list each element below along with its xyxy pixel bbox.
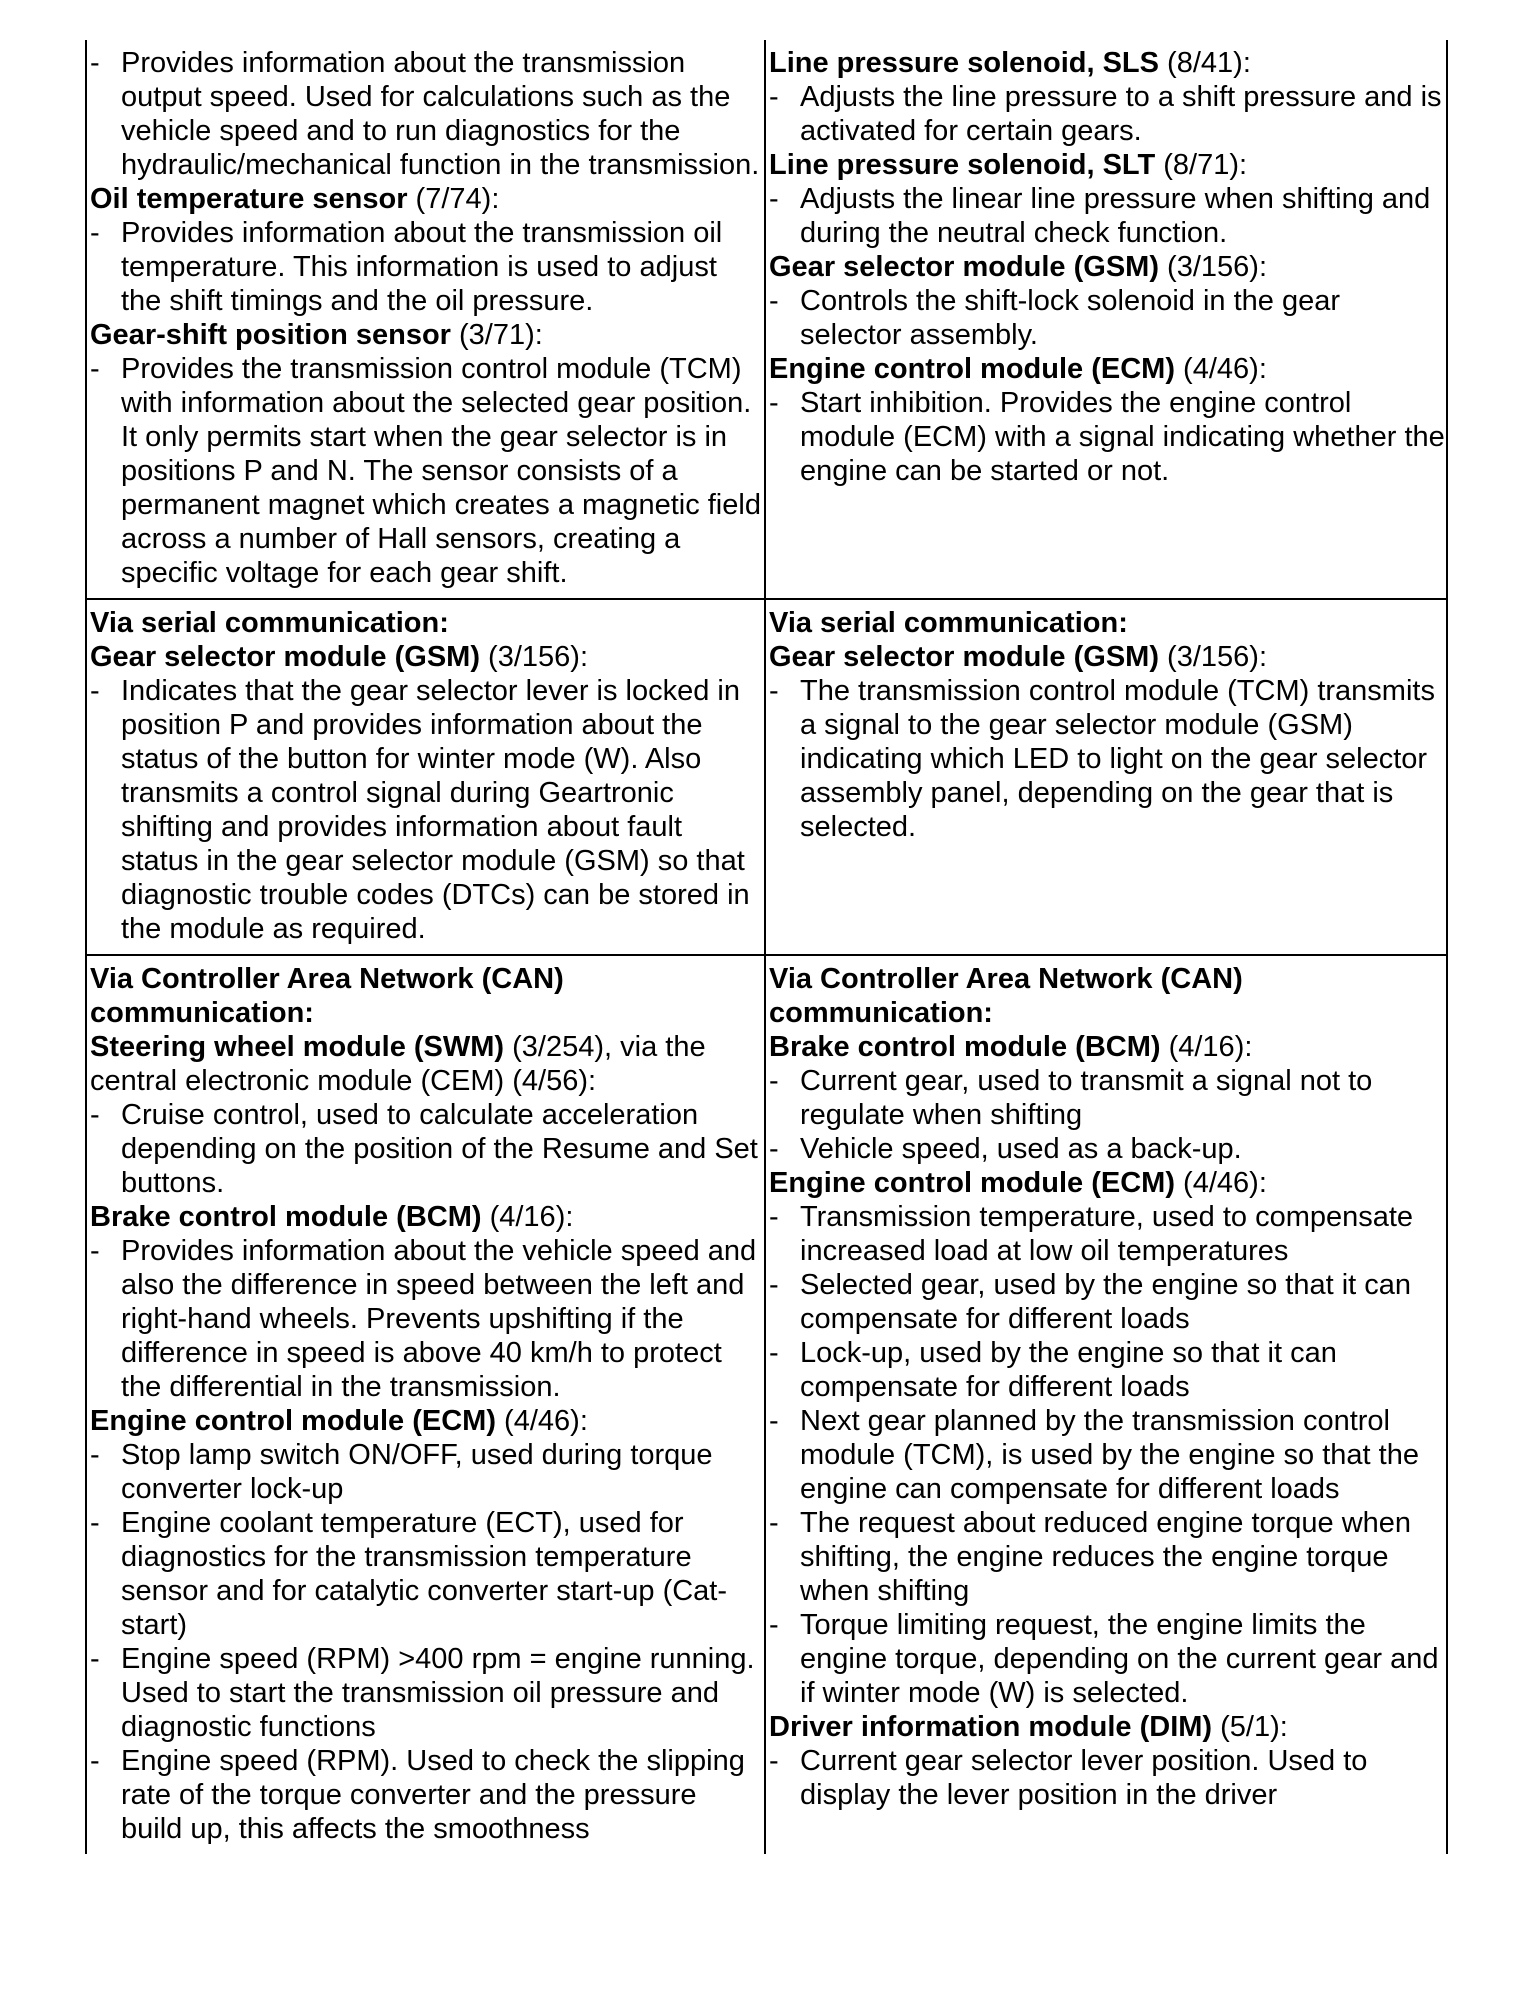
module-ref: (3/254), via the central electronic module (CEM) (4/56): xyxy=(90,1031,706,1097)
list-item-text: Provides information about the transmission output speed. Used for calculations such as the vehicle speed and to run diagnostics for the hydraulic/mechanical function in the transmission. xyxy=(121,47,760,181)
module-heading xyxy=(769,250,1446,284)
section-title: Via serial communication: xyxy=(769,607,1128,639)
list-item-text: Selected gear, used by the engine so that it can compensate for different loads xyxy=(800,1269,1412,1335)
list-item xyxy=(90,46,764,182)
list-item xyxy=(769,1744,1446,1812)
list-item-text: Provides the transmission control module (TCM) with information about the selected gear position. It only permits start when the gear selector is in positions P and N. The sensor consists of a permanent magnet which creates a magnetic field across a number of Hall sensors, creating a specific voltage for each gear shift. xyxy=(121,353,761,589)
module-name: Gear selector module (GSM) xyxy=(769,251,1159,283)
module-name: Line pressure solenoid, SLS xyxy=(769,47,1159,79)
module-heading xyxy=(769,148,1446,182)
bullet-dash: - xyxy=(769,1337,779,1369)
list-item-text: Start inhibition. Provides the engine control module (ECM) with a signal indicating whether the engine can be started or not. xyxy=(800,387,1445,487)
list-item xyxy=(90,674,764,946)
list-item-text: Current gear, used to transmit a signal not to regulate when shifting xyxy=(800,1065,1373,1131)
list-item-text: Controls the shift-lock solenoid in the gear selector assembly. xyxy=(800,285,1341,351)
bullet-dash: - xyxy=(769,1201,779,1233)
list-item-text: Transmission temperature, used to compensate increased load at low oil temperatures xyxy=(800,1201,1414,1267)
module-heading xyxy=(769,1710,1446,1744)
module-ref: (4/46): xyxy=(1175,1167,1267,1199)
bullet-dash: - xyxy=(769,1507,779,1539)
list-item xyxy=(769,1268,1446,1336)
module-ref: (4/16): xyxy=(481,1201,574,1233)
bullet-dash: - xyxy=(769,1065,779,1097)
bullet-dash: - xyxy=(90,675,100,707)
module-heading xyxy=(90,640,764,674)
list-item-text: Stop lamp switch ON/OFF, used during torque converter lock-up xyxy=(121,1439,713,1505)
bullet-dash: - xyxy=(90,217,100,249)
bullet-dash: - xyxy=(769,183,779,215)
list-item xyxy=(769,674,1446,844)
table-cell xyxy=(86,955,765,1854)
list-item xyxy=(90,216,764,318)
list-item-text: Lock-up, used by the engine so that it can compensate for different loads xyxy=(800,1337,1337,1403)
table-cell xyxy=(86,599,765,955)
bullet-dash: - xyxy=(90,353,100,385)
module-ref: (8/41): xyxy=(1159,47,1251,79)
list-item-text: Torque limiting request, the engine limits the engine torque, depending on the current gear and if winter mode (W) is selected. xyxy=(800,1609,1439,1709)
section-title: Via Controller Area Network (CAN) communication: xyxy=(769,963,1243,1029)
module-ref: (3/71): xyxy=(450,319,543,351)
list-item xyxy=(90,1506,764,1642)
module-heading xyxy=(90,318,764,352)
module-name: Brake control module (BCM) xyxy=(769,1031,1161,1063)
table-cell xyxy=(765,955,1447,1854)
module-heading xyxy=(90,182,764,216)
list-item-text: Provides information about the transmission oil temperature. This information is used to adjust the shift timings and the oil pressure. xyxy=(121,217,723,317)
list-item xyxy=(90,352,764,590)
table-row xyxy=(86,955,1447,1854)
bullet-dash: - xyxy=(90,1235,100,1267)
table-row xyxy=(86,599,1447,955)
list-item-text: Vehicle speed, used as a back-up. xyxy=(800,1133,1242,1165)
module-heading xyxy=(769,640,1446,674)
list-item-text: Cruise control, used to calculate acceleration depending on the position of the Resume and Set buttons. xyxy=(121,1099,758,1199)
module-ref: (4/46): xyxy=(1175,353,1267,385)
table-cell xyxy=(765,40,1447,599)
list-item-text: Engine coolant temperature (ECT), used for diagnostics for the transmission temperature sensor and for catalytic converter start-up (Cat-start) xyxy=(121,1507,728,1641)
table-row xyxy=(86,40,1447,599)
module-heading xyxy=(90,1404,764,1438)
section-title: Via Controller Area Network (CAN) communication: xyxy=(90,963,564,1029)
bullet-dash: - xyxy=(769,81,779,113)
bullet-dash: - xyxy=(90,1745,100,1777)
list-item xyxy=(769,182,1446,250)
list-item-text: The request about reduced engine torque when shifting, the engine reduces the engine torque when shifting xyxy=(800,1507,1412,1607)
module-ref: (8/71): xyxy=(1155,149,1248,181)
list-item xyxy=(90,1642,764,1744)
module-name: Engine control module (ECM) xyxy=(90,1405,496,1437)
bullet-dash: - xyxy=(769,387,779,419)
module-ref: (3/156): xyxy=(1159,251,1267,283)
module-name: Engine control module (ECM) xyxy=(769,1167,1175,1199)
bullet-dash: - xyxy=(769,1269,779,1301)
module-heading xyxy=(769,46,1446,80)
list-item-text: Indicates that the gear selector lever is locked in position P and provides information about the status of the button for winter mode (W). Also transmits a control signal during Geartronic shifting and provides information about fault status in the gear selector module (GSM) so that diagnostic trouble codes (DTCs) can be stored in the module as required. xyxy=(121,675,750,945)
list-item-text: Adjusts the linear line pressure when shifting and during the neutral check function. xyxy=(800,183,1431,249)
module-name: Gear-shift position sensor xyxy=(90,319,451,351)
list-item xyxy=(769,386,1446,488)
list-item-text: Next gear planned by the transmission control module (TCM), is used by the engine so that the engine can compensate for different loads xyxy=(800,1405,1419,1505)
list-item xyxy=(90,1234,764,1404)
module-name: Gear selector module (GSM) xyxy=(769,641,1159,673)
module-ref: (5/1): xyxy=(1212,1711,1288,1743)
list-item xyxy=(769,1404,1446,1506)
list-item xyxy=(769,284,1446,352)
list-item-text: Engine speed (RPM) >400 rpm = engine running. Used to start the transmission oil pressure and diagnostic functions xyxy=(121,1643,755,1743)
module-heading xyxy=(769,352,1446,386)
signal-table xyxy=(85,40,1448,1854)
list-item xyxy=(90,1744,764,1846)
bullet-dash: - xyxy=(769,285,779,317)
table-cell xyxy=(86,40,765,599)
module-ref: (3/156): xyxy=(1159,641,1267,673)
module-ref: (4/46): xyxy=(496,1405,588,1437)
bullet-dash: - xyxy=(90,1643,100,1675)
module-name: Steering wheel module (SWM) xyxy=(90,1031,505,1063)
list-item xyxy=(769,80,1446,148)
module-heading xyxy=(90,1030,764,1098)
bullet-dash: - xyxy=(769,1133,779,1165)
section-title: Via serial communication: xyxy=(90,607,449,639)
bullet-dash: - xyxy=(90,1439,100,1471)
list-item xyxy=(769,1506,1446,1608)
module-heading xyxy=(90,1200,764,1234)
module-ref: (4/16): xyxy=(1160,1031,1253,1063)
module-name: Line pressure solenoid, SLT xyxy=(769,149,1156,181)
list-item xyxy=(769,1608,1446,1710)
list-item xyxy=(90,1098,764,1200)
bullet-dash: - xyxy=(769,675,779,707)
module-heading xyxy=(769,1030,1446,1064)
module-name: Engine control module (ECM) xyxy=(769,353,1175,385)
list-item xyxy=(769,1336,1446,1404)
module-name: Oil temperature sensor xyxy=(90,183,408,215)
list-item xyxy=(769,1064,1446,1132)
module-ref: (3/156): xyxy=(480,641,588,673)
module-name: Driver information module (DIM) xyxy=(769,1711,1213,1743)
bullet-dash: - xyxy=(769,1405,779,1437)
bullet-dash: - xyxy=(90,1507,100,1539)
bullet-dash: - xyxy=(769,1745,779,1777)
list-item-text: The transmission control module (TCM) transmits a signal to the gear selector module (GSM) indicating which LED to light on the gear selector assembly panel, depending on the gear that is selected. xyxy=(800,675,1435,843)
list-item xyxy=(90,1438,764,1506)
list-item-text: Current gear selector lever position. Used to display the lever position in the driver xyxy=(800,1745,1368,1811)
module-name: Gear selector module (GSM) xyxy=(90,641,480,673)
list-item xyxy=(769,1200,1446,1268)
module-heading xyxy=(769,1166,1446,1200)
bullet-dash: - xyxy=(90,1099,100,1131)
module-name: Brake control module (BCM) xyxy=(90,1201,482,1233)
bullet-dash: - xyxy=(769,1609,779,1641)
bullet-dash: - xyxy=(90,47,100,79)
list-item-text: Engine speed (RPM). Used to check the slipping rate of the torque converter and the pressure build up, this affects the smoothness xyxy=(121,1745,745,1845)
table-cell xyxy=(765,599,1447,955)
list-item xyxy=(769,1132,1446,1166)
list-item-text: Provides information about the vehicle speed and also the difference in speed between the left and right-hand wheels. Prevents upshifting if the difference in speed is above 40 km/h to protect the differential in the transmission. xyxy=(121,1235,757,1403)
list-item-text: Adjusts the line pressure to a shift pressure and is activated for certain gears. xyxy=(800,81,1442,147)
module-ref: (7/74): xyxy=(407,183,500,215)
